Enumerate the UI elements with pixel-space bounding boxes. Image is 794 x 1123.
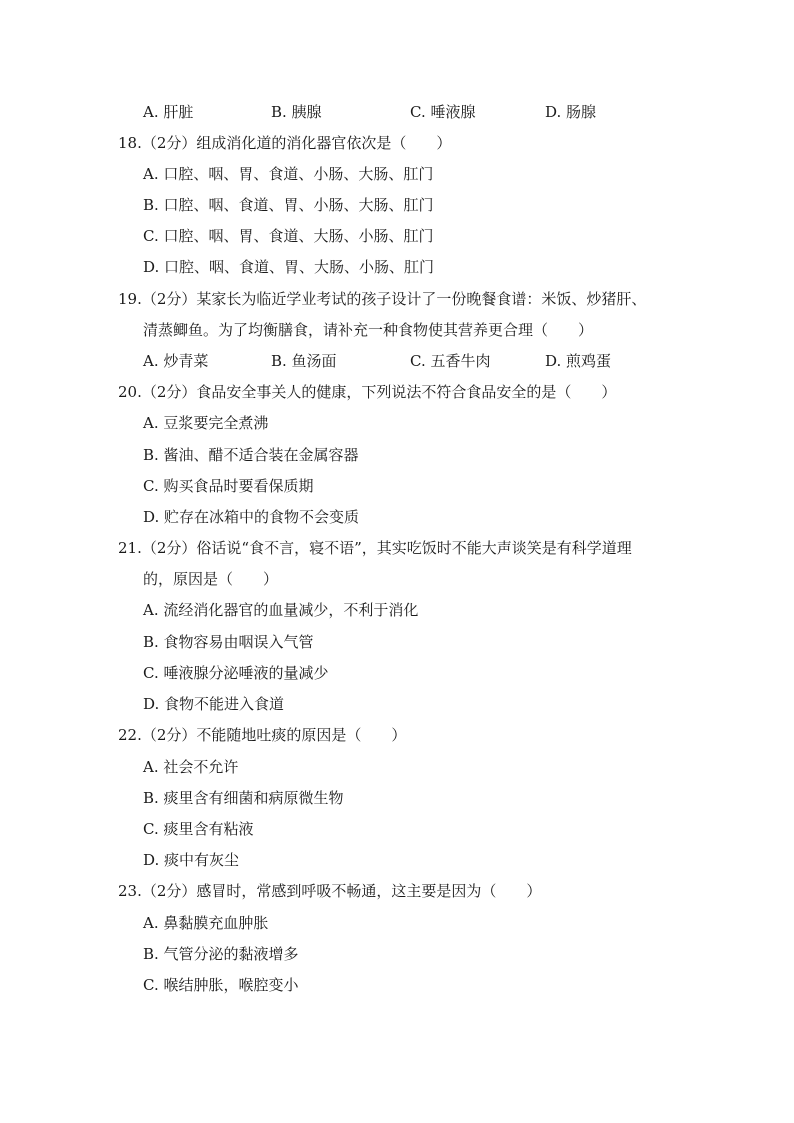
q22-option-d: D. 痰中有灰尘 bbox=[143, 851, 240, 869]
q19-option-c: C. 五香牛肉 bbox=[410, 352, 491, 370]
q18-option-c: C. 口腔、咽、胃、食道、大肠、小肠、肛门 bbox=[143, 227, 434, 245]
q23-stem: 23.（2分）感冒时，常感到呼吸不畅通，这主要是因为（ ） bbox=[118, 882, 542, 900]
q18-option-d: D. 口腔、咽、食道、胃、大肠、小肠、肛门 bbox=[143, 258, 435, 276]
q22-option-b: B. 痰里含有细菌和病原微生物 bbox=[143, 789, 344, 807]
q21-option-d: D. 食物不能进入食道 bbox=[143, 695, 285, 713]
q17-option-c: C. 唾液腺 bbox=[410, 103, 476, 121]
q20-stem: 20.（2分）食品安全事关人的健康，下列说法不符合食品安全的是（ ） bbox=[118, 383, 617, 401]
q22-option-c: C. 痰里含有粘液 bbox=[143, 820, 254, 838]
q19-stem-line1: 19.（2分）某家长为临近学业考试的孩子设计了一份晚餐食谱：米饭、炒猪肝、 bbox=[118, 290, 647, 308]
q23-option-c: C. 喉结肿胀，喉腔变小 bbox=[143, 976, 299, 994]
q21-stem-line2: 的，原因是（ ） bbox=[143, 570, 279, 588]
q22-option-a: A. 社会不允许 bbox=[143, 758, 239, 776]
q20-option-a: A. 豆浆要完全煮沸 bbox=[143, 414, 269, 432]
q22-stem: 22.（2分）不能随地吐痰的原因是（ ） bbox=[118, 726, 407, 744]
q23-option-b: B. 气管分泌的黏液增多 bbox=[143, 945, 299, 963]
q18-option-a: A. 口腔、咽、胃、食道、小肠、大肠、肛门 bbox=[143, 165, 434, 183]
q23-option-a: A. 鼻黏膜充血肿胀 bbox=[143, 914, 269, 932]
q21-option-c: C. 唾液腺分泌唾液的量减少 bbox=[143, 664, 329, 682]
q21-stem-line1: 21.（2分）俗话说“食不言，寝不语”，其实吃饭时不能大声谈笑是有科学道理 bbox=[118, 539, 632, 557]
q18-option-b: B. 口腔、咽、食道、胃、小肠、大肠、肛门 bbox=[143, 196, 434, 214]
q19-stem-line2: 清蒸鲫鱼。为了均衡膳食，请补充一种食物使其营养更合理（ ） bbox=[143, 321, 594, 339]
q19-option-d: D. 煎鸡蛋 bbox=[545, 352, 612, 370]
q17-option-b: B. 胰腺 bbox=[271, 103, 322, 121]
q20-option-d: D. 贮存在冰箱中的食物不会变质 bbox=[143, 508, 360, 526]
q21-option-b: B. 食物容易由咽误入气管 bbox=[143, 633, 314, 651]
q19-option-b: B. 鱼汤面 bbox=[271, 352, 337, 370]
q21-option-a: A. 流经消化器官的血量减少，不利于消化 bbox=[143, 601, 419, 619]
q17-option-d: D. 肠腺 bbox=[545, 103, 597, 121]
q20-option-b: B. 酱油、醋不适合装在金属容器 bbox=[143, 446, 359, 464]
q19-option-a: A. 炒青菜 bbox=[143, 352, 209, 370]
q17-option-a: A. 肝脏 bbox=[143, 103, 194, 121]
q18-stem: 18.（2分）组成消化道的消化器官依次是（ ） bbox=[118, 134, 452, 152]
q20-option-c: C. 购买食品时要看保质期 bbox=[143, 477, 314, 495]
